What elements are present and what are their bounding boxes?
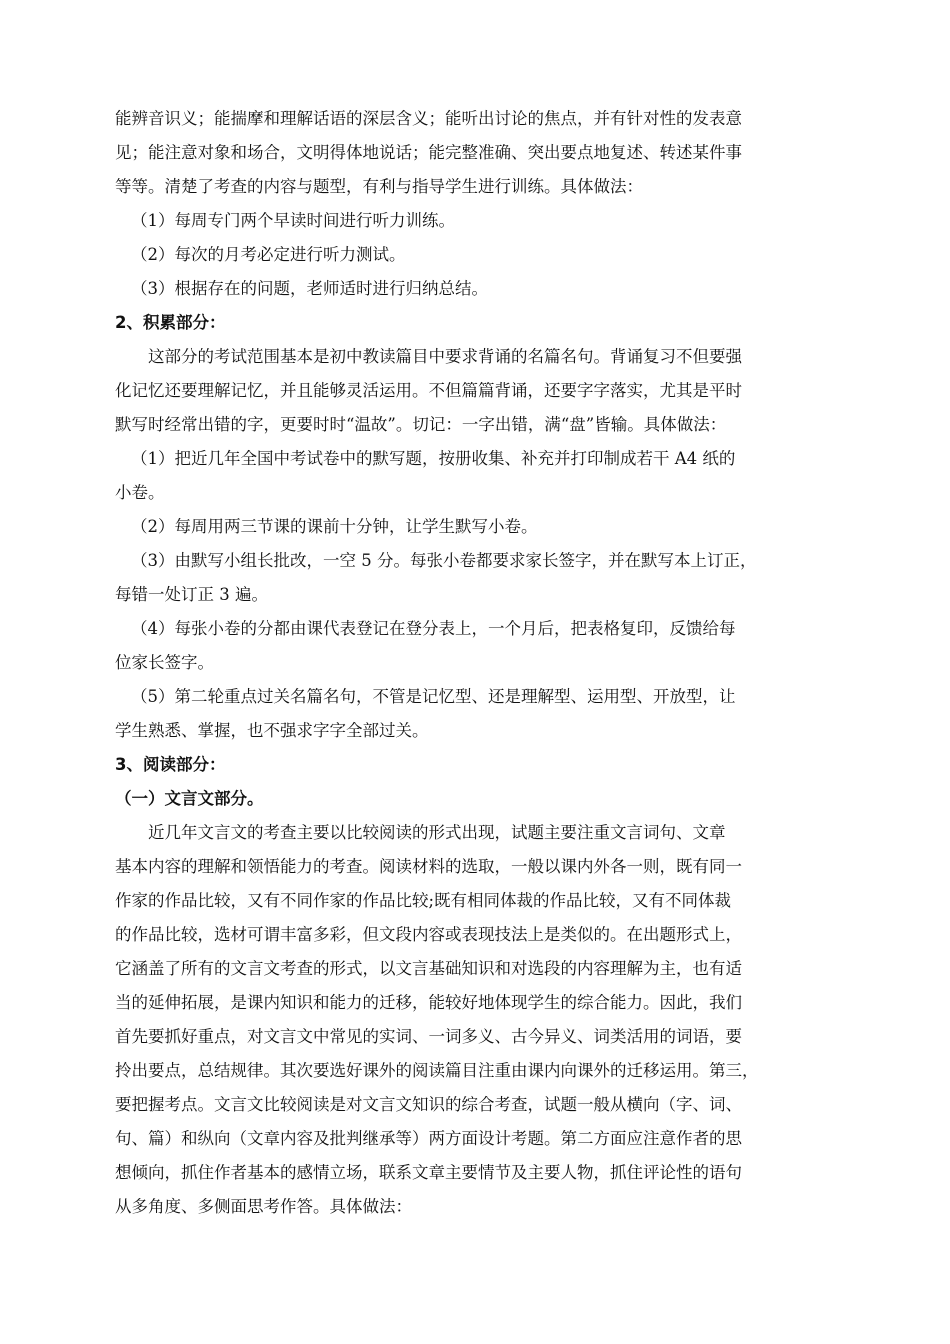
text-line: 小卷。: [115, 483, 165, 502]
list-item: （1）把近几年全国中考试卷中的默写题，按册收集、补充并打印制成若干 A4 纸的: [131, 449, 736, 468]
text-line: 句、篇）和纵向（文章内容及批判继承等）两方面设计考题。第二方面应注意作者的思: [115, 1129, 742, 1148]
text-line: 见；能注意对象和场合，文明得体地说话；能完整准确、突出要点地复述、转述某件事: [115, 143, 742, 162]
list-item: （2）每周用两三节课的课前十分钟，让学生默写小卷。: [131, 517, 538, 536]
text-line: 它涵盖了所有的文言文考查的形式，以文言基础知识和对选段的内容理解为主，也有适: [115, 959, 742, 978]
list-item: （4）每张小卷的分都由课代表登记在登分表上，一个月后，把表格复印，反馈给每: [131, 619, 736, 638]
text-line: 作家的作品比较，又有不同作家的作品比较;既有相同体裁的作品比较，又有不同体裁: [115, 891, 732, 910]
section-heading: 2、积累部分：: [115, 313, 226, 332]
list-item: （3）由默写小组长批改，一空 5 分。每张小卷都要求家长签字，并在默写本上订正，: [131, 551, 757, 570]
section-heading: 3、阅读部分：: [115, 755, 226, 774]
paragraph-first-line: 这部分的考试范围基本是初中教读篇目中要求背诵的名篇名句。背诵复习不但要强: [148, 347, 742, 366]
text-line: 拎出要点，总结规律。其次要选好课外的阅读篇目注重由课内向课外的迁移运用。第三，: [115, 1061, 759, 1080]
subsection-heading: （一）文言文部分。: [115, 789, 264, 808]
text-line: 要把握考点。文言文比较阅读是对文言文知识的综合考查，试题一般从横向（字、词、: [115, 1095, 742, 1114]
text-line: 能辨音识义；能揣摩和理解话语的深层含义；能听出讨论的焦点，并有针对性的发表意: [115, 109, 742, 128]
text-line: 想倾向，抓住作者基本的感情立场，联系文章主要情节及主要人物，抓住评论性的语句: [115, 1163, 742, 1182]
text-line: 首先要抓好重点，对文言文中常见的实词、一词多义、古今异义、词类活用的词语，要: [115, 1027, 742, 1046]
list-item: （5）第二轮重点过关名篇名句，不管是记忆型、还是理解型、运用型、开放型，让: [131, 687, 736, 706]
paragraph-first-line: 近几年文言文的考查主要以比较阅读的形式出现，试题主要注重文言词句、文章: [148, 823, 726, 842]
list-item: （3）根据存在的问题，老师适时进行归纳总结。: [131, 279, 488, 298]
text-line: 化记忆还要理解记忆，并且能够灵活运用。不但篇篇背诵，还要字字落实，尤其是平时: [115, 381, 742, 400]
text-line: 当的延伸拓展，是课内知识和能力的迁移，能较好地体现学生的综合能力。因此，我们: [115, 993, 742, 1012]
list-item: （1）每周专门两个早读时间进行听力训练。: [131, 211, 455, 230]
text-line: 等等。清楚了考查的内容与题型，有利与指导学生进行训练。具体做法：: [115, 177, 643, 196]
text-line: 每错一处订正 3 遍。: [115, 585, 268, 604]
text-line: 学生熟悉、掌握，也不强求字字全部过关。: [115, 721, 429, 740]
text-line: 位家长签字。: [115, 653, 214, 672]
text-line: 默写时经常出错的字，更要时时“温故”。切记：一字出错，满“盘”皆输。具体做法：: [115, 415, 727, 434]
text-line: 的作品比较，选材可谓丰富多彩，但文段内容或表现技法上是类似的。在出题形式上，: [115, 925, 742, 944]
text-line: 从多角度、多侧面思考作答。具体做法：: [115, 1197, 412, 1216]
list-item: （2）每次的月考必定进行听力测试。: [131, 245, 406, 264]
text-line: 基本内容的理解和领悟能力的考查。阅读材料的选取，一般以课内外各一则，既有同一: [115, 857, 742, 876]
